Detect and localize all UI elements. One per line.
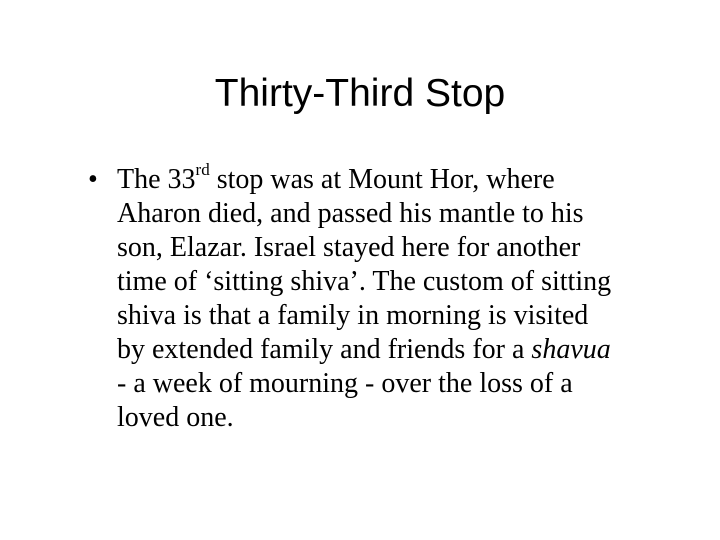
body-line-4: time of ‘sitting shiva’. The custom of sitting [117, 266, 612, 297]
body-line-1 [117, 159, 668, 197]
body-line-5: shiva is that a family in morning is visited [117, 300, 589, 331]
body-line-3: son, Elazar. Israel stayed here for another [117, 232, 581, 263]
body-line-6 [117, 333, 668, 367]
ordinal-suffix: rd [195, 159, 210, 179]
bullet-item [88, 159, 668, 435]
body-line-1-text-start: The 33 [117, 164, 196, 195]
slide-title: Thirty-Third Stop [214, 72, 506, 115]
body-line-7: - a week of mourning - over the loss of a [117, 368, 573, 399]
body-line-1-text-end: stop was at Mount Hor, where [209, 164, 555, 195]
body-line-2: Aharon died, and passed his mantle to his [117, 198, 584, 229]
slide-body [88, 159, 668, 435]
bullet-marker: • [88, 164, 98, 195]
body-line-6-text: by extended family and friends for a [117, 334, 532, 365]
body-line-8: loved one. [117, 402, 234, 433]
italic-term-shavua: shavua [531, 334, 611, 365]
